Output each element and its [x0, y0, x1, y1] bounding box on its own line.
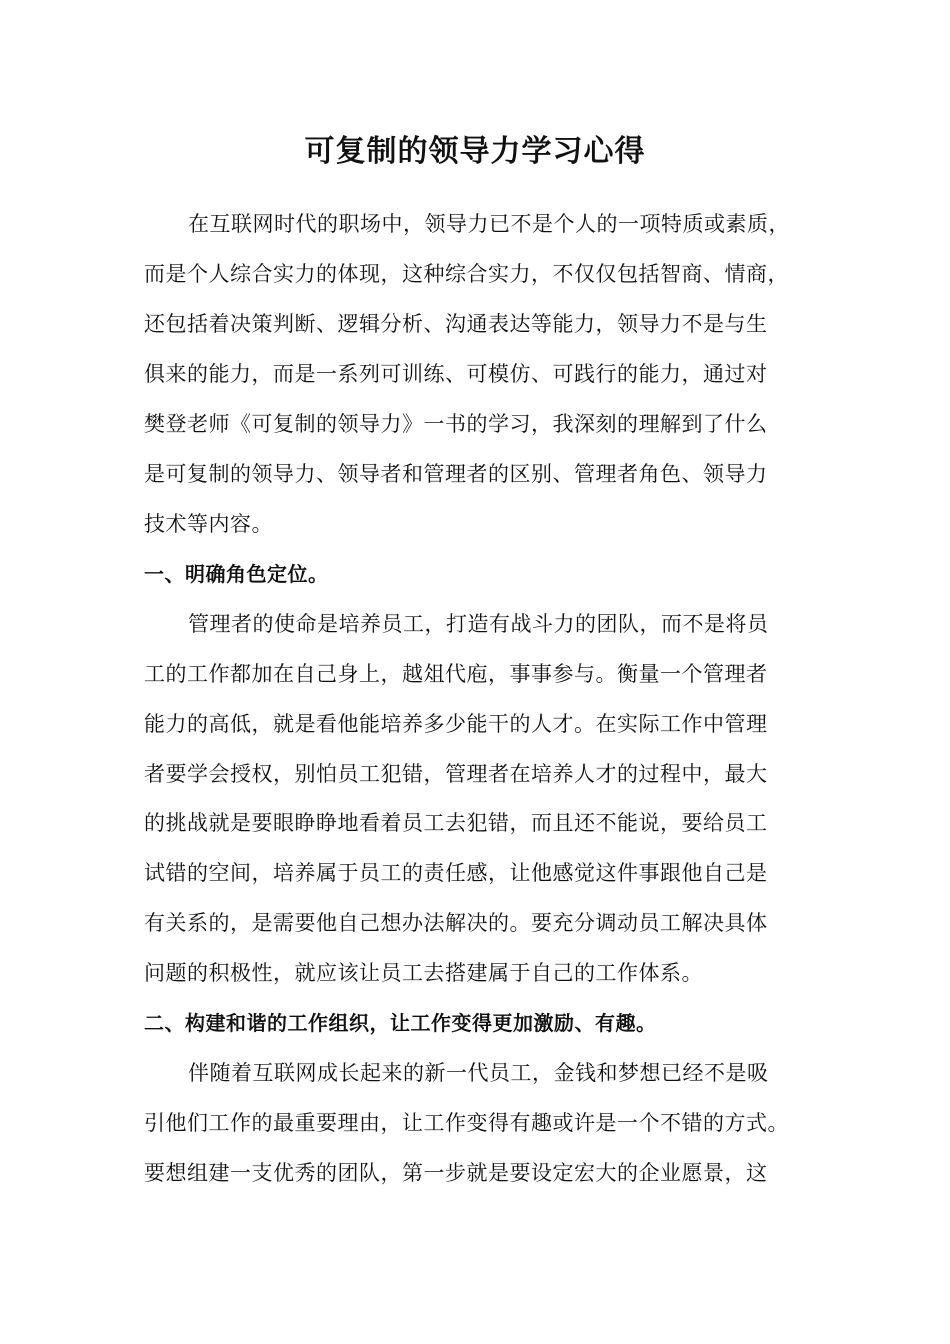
section-heading: 一、明确角色定位。 — [144, 562, 329, 586]
section-heading: 二、构建和谐的工作组织，让工作变得更加激励、有趣。 — [144, 1011, 657, 1035]
paragraph-line: 是可复制的领导力、领导者和管理者的区别、管理者角色、领导力 — [144, 462, 768, 486]
paragraph-line: 的挑战就是要眼睁睁地看着员工去犯错，而且还不能说，要给员工 — [144, 811, 768, 835]
paragraph-line: 俱来的能力，而是一系列可训练、可模仿、可践行的能力，通过对 — [144, 362, 768, 386]
paragraph-line: 能力的高低，就是看他能培养多少能干的人才。在实际工作中管理 — [144, 712, 768, 736]
paragraph-line: 而是个人综合实力的体现，这种综合实力，不仅仅包括智商、情商， — [144, 262, 789, 286]
paragraph-line: 伴随着互联网成长起来的新一代员工，金钱和梦想已经不是吸 — [188, 1061, 769, 1085]
paragraph-line: 樊登老师《可复制的领导力》一书的学习，我深刻的理解到了什么 — [144, 412, 768, 436]
paragraph-line: 工的工作都加在自己身上，越俎代庖，事事参与。衡量一个管理者 — [144, 662, 768, 686]
paragraph-line: 还包括着决策判断、逻辑分析、沟通表达等能力，领导力不是与生 — [144, 312, 768, 336]
paragraph-line: 有关系的，是需要他自己想办法解决的。要充分调动员工解决具体 — [144, 911, 768, 935]
paragraph-line: 引他们工作的最重要理由，让工作变得有趣或许是一个不错的方式。 — [144, 1111, 789, 1135]
paragraph-line: 问题的积极性，就应该让员工去搭建属于自己的工作体系。 — [144, 961, 703, 985]
paragraph-line: 者要学会授权，别怕员工犯错，管理者在培养人才的过程中，最大 — [144, 762, 768, 786]
paragraph-line: 在互联网时代的职场中，领导力已不是个人的一项特质或素质， — [188, 212, 790, 236]
document-title: 可复制的领导力学习心得 — [304, 134, 646, 169]
paragraph-line: 试错的空间，培养属于员工的责任感，让他感觉这件事跟他自己是 — [144, 861, 768, 885]
paragraph-line: 要想组建一支优秀的团队，第一步就是要设定宏大的企业愿景，这 — [144, 1161, 768, 1185]
paragraph-line: 管理者的使命是培养员工，打造有战斗力的团队，而不是将员 — [188, 612, 769, 636]
paragraph-line: 技术等内容。 — [144, 512, 273, 536]
